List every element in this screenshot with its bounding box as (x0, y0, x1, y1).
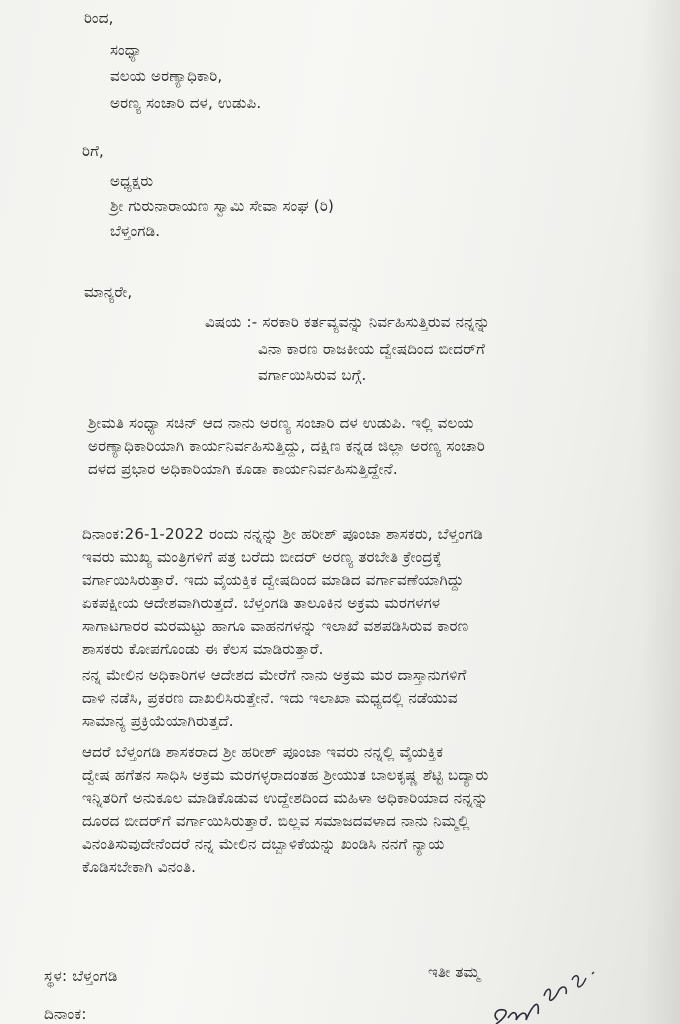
paragraph-line: ಏಕಪಕ್ಷೀಯ ಆದೇಶವಾಗಿರುತ್ತದೆ. ಬೆಳ್ತಂಗಡಿ ತಾಲೂಕಿನ ಅಕ್ರಮ ಮರಗಳಗಳ (82, 594, 441, 612)
paragraph-line: ಆದರೆ ಬೆಳ್ತಂಗಡಿ ಶಾಸಕರಾದ ಶ್ರೀ ಹರೀಶ್ ಪೂಂಜಾ ಇವರು ನನ್ನಲ್ಲಿ ವೈಯಕ್ತಿಕ (82, 743, 444, 761)
from-label: ರಿಂದ, (84, 9, 114, 27)
paragraph-line: ದ್ವೇಷ ಹಗೆತನ ಸಾಧಿಸಿ ಅಕ್ರಮ ಮರಗಳ್ಳರಾದಂತಹ ಶ್ರೀಯುತ ಬಾಲಕೃಷ್ಣ ಶೆಟ್ಟಿ ಬದ್ಯಾರು (82, 766, 489, 784)
recipient-org: ಶ್ರೀ ಗುರುನಾರಾಯಣ ಸ್ವಾಮಿ ಸೇವಾ ಸಂಘ (ರಿ) (110, 197, 334, 215)
paragraph-line: ಸಾಗಾಟಗಾರರ ಮರಮಟ್ಟು ಹಾಗೂ ವಾಹನಗಳನ್ನು ಇಲಾಖೆ ವಶಪಡಿಸಿರುವ ಕಾರಣ (82, 617, 469, 635)
paragraph-line: ದಳದ ಪ್ರಭಾರ ಅಧಿಕಾರಿಯಾಗಿ ಕೂಡಾ ಕಾರ್ಯನಿರ್ವಹಿಸುತ್ತಿದ್ದೇನೆ. (88, 460, 398, 478)
paragraph-line: ಇನ್ನಿತರಿಗೆ ಅನುಕೂಲ ಮಾಡಿಕೊಡುವ ಉದ್ದೇಶದಿಂದ ಮಹಿಳಾ ಅಧಿಕಾರಿಯಾದ ನನ್ನನ್ನು (82, 789, 489, 807)
paragraph-line: ಸಾಮಾನ್ಯ ಪ್ರಕ್ರಿಯೆಯಾಗಿರುತ್ತದೆ. (82, 712, 234, 730)
date-field: ದಿನಾಂಕ: (44, 1005, 87, 1023)
paragraph-line: ದೂರದ ಬೀದರ್‌ಗೆ ವರ್ಗಾಯಿಸಿರುತ್ತಾರೆ. ಬಿಲ್ಲವ ಸಮಾಜದವಳಾದ ನಾನು ನಿಮ್ಮಲ್ಲಿ (82, 812, 470, 830)
paragraph-line: ಅರಣ್ಯಾಧಿಕಾರಿಯಾಗಿ ಕಾರ್ಯನಿರ್ವಹಿಸುತ್ತಿದ್ದು, ದಕ್ಷಿಣ ಕನ್ನಡ ಜಿಲ್ಲಾ ಅರಣ್ಯ ಸಂಚಾರಿ (88, 437, 486, 455)
to-label: ರಿಗೆ, (82, 142, 105, 160)
place-field: ಸ್ಥಳ: ಬೆಳ್ತಂಗಡಿ (44, 967, 118, 985)
body-paragraph-2 (82, 523, 642, 661)
paragraph-line: ವಿನಂತಿಸುವುದೇನೆಂದರೆ ನನ್ನ ಮೇಲಿನ ದಬ್ಬಾಳಿಕೆಯನ್ನು ಖಂಡಿಸಿ ನನಗೆ ನ್ಯಾಯ (82, 835, 445, 853)
paragraph-line: ಕೊಡಿಸಬೇಕಾಗಿ ವಿನಂತಿ. (82, 858, 197, 876)
paragraph-line: ಇವರು ಮುಖ್ಯ ಮಂತ್ರಿಗಳಿಗೆ ಪತ್ರ ಬರೆದು ಬೀದರ್ ಅರಣ್ಯ ತರಬೇತಿ ಕ್ರೇಂದ್ರಕ್ಕೆ (82, 548, 442, 566)
body-paragraph-1 (88, 412, 648, 481)
paragraph-line: ವರ್ಗಾಯಿಸಿರುತ್ತಾರೆ. ಇದು ವೈಯಕ್ತಿಕ ದ್ವೇಷದಿಂದ ಮಾಡಿದ ವರ್ಗಾವಣೆಯಾಗಿದ್ದು (82, 571, 464, 589)
paragraph-line: ದಿನಾಂಕ:26-1-2022 ರಂದು ನನ್ನನ್ನು ಶ್ರೀ ಹರೀಶ್ ಪೂಂಜಾ ಶಾಸಕರು, ಬೆಳ್ತಂಗಡಿ (82, 525, 483, 543)
subject-line-1: ವಿಷಯ :- ಸರಕಾರಿ ಕರ್ತವ್ಯವನ್ನು ನಿರ್ವಹಿಸುತ್ತಿರುವ ನನ್ನನ್ನು (205, 313, 491, 331)
sender-designation: ವಲಯ ಅರಣ್ಯಾಧಿಕಾರಿ, (110, 67, 223, 85)
handwritten-signature (488, 970, 618, 1024)
salutation: ಮಾನ್ಯರೇ, (84, 283, 133, 301)
body-paragraph-4 (82, 741, 642, 879)
recipient-place: ಬೆಳ್ತಂಗಡಿ. (110, 222, 161, 240)
paragraph-line: ದಾಳಿ ನಡೆಸಿ, ಪ್ರಕರಣ ದಾಖಲಿಸಿರುತ್ತೇನೆ. ಇದು ಇಲಾಖಾ ಮಧ್ಯದಲ್ಲಿ ನಡೆಯುವ (82, 689, 458, 707)
paragraph-line: ನನ್ನ ಮೇಲಿನ ಅಧಿಕಾರಿಗಳ ಆದೇಶದ ಮೇರೆಗೆ ನಾನು ಅಕ್ರಮ ಮರ ದಾಸ್ತಾನುಗಳಿಗೆ (82, 666, 467, 684)
recipient-title: ಅಧ್ಯಕ್ಷರು (110, 172, 154, 190)
body-paragraph-3 (82, 664, 642, 733)
sender-name: ಸಂಧ್ಯಾ (110, 41, 143, 59)
subject-line-3: ವರ್ಗಾಯಿಸಿರುವ ಬಗ್ಗೆ. (258, 366, 367, 384)
subject-line-2: ವಿನಾ ಕಾರಣ ರಾಜಕೀಯ ದ್ವೇಷದಿಂದ ಬೀದರ್‌ಗೆ (258, 340, 486, 358)
paragraph-line: ಶಾಸಕರು ಕೋಪಗೊಂಡು ಈ ಕೆಲಸ ಮಾಡಿರುತ್ತಾರೆ. (82, 640, 324, 658)
closing-text: ಇತೀ ತಮ್ಮ (428, 963, 481, 981)
paragraph-line: ಶ್ರೀಮತಿ ಸಂಧ್ಯಾ ಸಚಿನ್ ಆದ ನಾನು ಅರಣ್ಯ ಸಂಚಾರಿ ದಳ ಉಡುಪಿ. ಇಲ್ಲಿ ವಲಯ (88, 414, 474, 432)
sender-office: ಅರಣ್ಯ ಸಂಚಾರಿ ದಳ, ಉಡುಪಿ. (110, 94, 262, 112)
